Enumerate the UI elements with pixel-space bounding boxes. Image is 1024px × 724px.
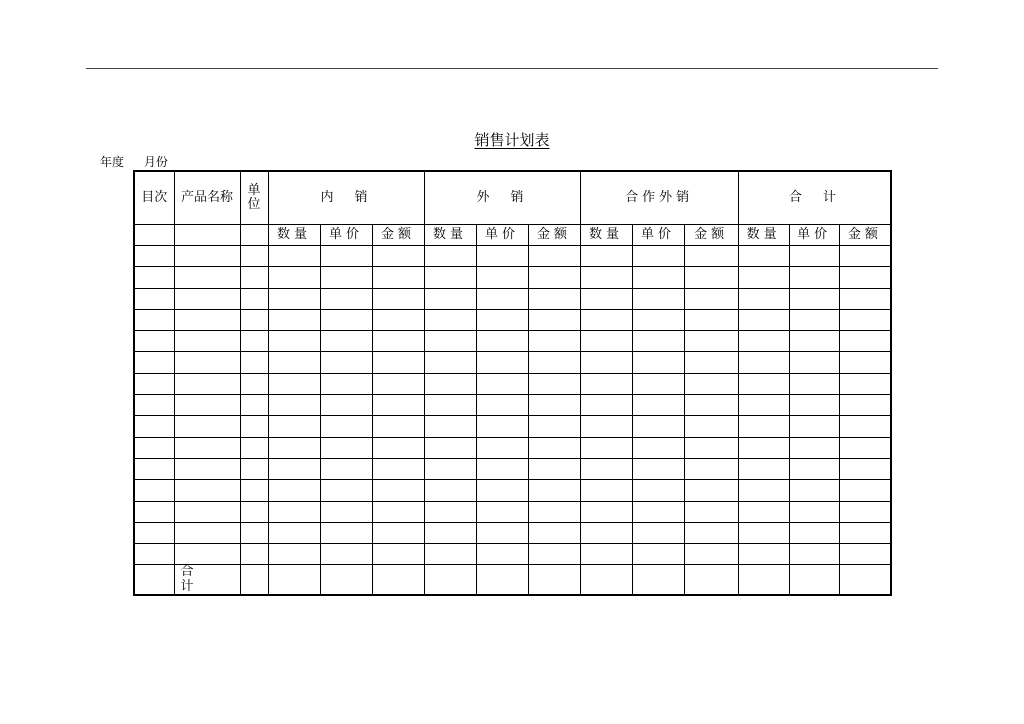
table-cell[interactable] [268,437,320,458]
table-cell[interactable] [738,246,789,267]
table-cell[interactable] [839,246,891,267]
sub-header-cell: 数量 [268,225,320,246]
table-cell[interactable] [476,246,528,267]
table-cell[interactable] [424,480,476,501]
table-cell[interactable] [738,309,789,330]
table-cell[interactable] [320,437,372,458]
total-cell[interactable] [268,565,320,595]
table-cell[interactable] [684,458,738,479]
table-cell[interactable] [528,246,580,267]
table-cell[interactable] [240,544,268,565]
table-row [134,395,891,416]
header-unit-bottom: 位 [247,197,261,212]
table-cell[interactable] [476,437,528,458]
table-cell[interactable] [528,331,580,352]
table-cell[interactable] [476,309,528,330]
table-cell[interactable] [174,331,240,352]
table-cell[interactable] [528,309,580,330]
table-cell[interactable] [320,246,372,267]
table-cell[interactable] [580,352,632,373]
table-cell[interactable] [839,480,891,501]
table-cell[interactable] [476,395,528,416]
table-cell[interactable] [839,331,891,352]
table-cell[interactable] [528,458,580,479]
year-label: 年度 [100,155,125,169]
header-group-total: 合 计 [738,171,891,225]
sub-header-cell: 金额 [372,225,424,246]
table-cell[interactable] [580,373,632,394]
table-cell[interactable] [789,352,839,373]
table-cell[interactable] [174,246,240,267]
top-rule [86,68,938,69]
period-labels [100,153,168,170]
table-cell[interactable] [738,458,789,479]
table-cell[interactable] [134,288,174,309]
table-cell[interactable] [268,331,320,352]
table-cell[interactable] [174,352,240,373]
table-cell[interactable] [372,331,424,352]
table-cell[interactable] [476,544,528,565]
table-cell[interactable] [632,331,684,352]
header-group-coop-export: 合作外销 [580,171,738,225]
table-cell[interactable] [372,309,424,330]
sub-header-cell: 单价 [632,225,684,246]
table-cell[interactable] [424,246,476,267]
table-cell[interactable] [738,522,789,543]
table-cell[interactable] [240,458,268,479]
table-cell[interactable] [580,480,632,501]
table-cell[interactable] [134,522,174,543]
table-cell[interactable] [268,501,320,522]
header-row-main [134,171,891,225]
table-cell[interactable] [320,501,372,522]
table-cell[interactable] [684,352,738,373]
table-cell[interactable] [372,501,424,522]
table-cell[interactable] [268,480,320,501]
total-cell[interactable] [424,565,476,595]
total-cell[interactable] [240,565,268,595]
table-cell[interactable] [738,544,789,565]
table-cell[interactable] [134,267,174,288]
table-cell[interactable] [528,373,580,394]
page-title [0,129,1024,150]
table-cell[interactable] [839,395,891,416]
table-cell[interactable] [839,522,891,543]
table-cell[interactable] [580,267,632,288]
table-cell[interactable] [134,416,174,437]
table-cell[interactable] [476,480,528,501]
table-row [134,309,891,330]
table-cell[interactable] [476,331,528,352]
table-cell[interactable] [632,246,684,267]
table-cell[interactable] [268,522,320,543]
table-cell[interactable] [320,522,372,543]
table-cell[interactable] [320,309,372,330]
table-cell[interactable] [268,246,320,267]
table-cell[interactable] [580,416,632,437]
table-cell[interactable] [174,309,240,330]
table-cell[interactable] [240,395,268,416]
table-cell[interactable] [580,501,632,522]
table-row [134,373,891,394]
table-cell[interactable] [134,246,174,267]
table-cell[interactable] [789,373,839,394]
table-cell[interactable] [174,501,240,522]
table-cell[interactable] [320,395,372,416]
table-cell[interactable] [839,458,891,479]
table-cell[interactable] [424,416,476,437]
header-blank-cell [240,225,268,246]
header-group-export: 外 销 [424,171,580,225]
table-cell[interactable] [134,458,174,479]
table-cell[interactable] [528,395,580,416]
header-unit [240,171,268,225]
table-cell[interactable] [320,267,372,288]
table-cell[interactable] [684,309,738,330]
sub-header-cell: 金额 [528,225,580,246]
table-cell[interactable] [240,246,268,267]
table-cell[interactable] [738,501,789,522]
table-cell[interactable] [174,373,240,394]
table-cell[interactable] [839,437,891,458]
table-row [134,416,891,437]
month-label: 月份 [143,155,168,169]
table-cell[interactable] [632,501,684,522]
table-cell[interactable] [268,373,320,394]
sub-header-cell: 数量 [738,225,789,246]
table-cell[interactable] [134,480,174,501]
table-cell[interactable] [240,331,268,352]
table-cell[interactable] [580,288,632,309]
table-row [134,352,891,373]
table-cell[interactable] [240,437,268,458]
table-cell[interactable] [424,331,476,352]
table-cell[interactable] [789,458,839,479]
table-cell[interactable] [528,352,580,373]
table-cell[interactable] [684,288,738,309]
table-cell[interactable] [320,416,372,437]
table-row [134,246,891,267]
total-cell[interactable] [134,565,174,595]
table-cell[interactable] [580,395,632,416]
total-cell[interactable] [528,565,580,595]
table-cell[interactable] [268,544,320,565]
table-cell[interactable] [738,416,789,437]
table-cell[interactable] [528,544,580,565]
table-cell[interactable] [839,288,891,309]
table-cell[interactable] [839,544,891,565]
table-cell[interactable] [632,373,684,394]
table-cell[interactable] [476,267,528,288]
table-cell[interactable] [268,309,320,330]
table-row [134,501,891,522]
total-cell[interactable] [580,565,632,595]
table-cell[interactable] [134,501,174,522]
table-cell[interactable] [372,267,424,288]
table-cell[interactable] [684,373,738,394]
table-cell[interactable] [424,373,476,394]
table-cell[interactable] [528,267,580,288]
table-cell[interactable] [476,416,528,437]
header-blank-cell [134,225,174,246]
table-cell[interactable] [632,437,684,458]
title-text: 销售计划表 [474,131,550,149]
total-cell[interactable] [372,565,424,595]
table-cell[interactable] [632,522,684,543]
header-group-domestic: 内 销 [268,171,424,225]
table-cell[interactable] [320,373,372,394]
table-cell[interactable] [789,480,839,501]
table-row [134,458,891,479]
table-cell[interactable] [174,395,240,416]
table-cell[interactable] [789,544,839,565]
sub-header-cell: 数量 [424,225,476,246]
table-cell[interactable] [240,522,268,543]
table-cell[interactable] [424,288,476,309]
table-cell[interactable] [174,288,240,309]
sub-header-cell: 单价 [789,225,839,246]
table-cell[interactable] [684,544,738,565]
table-cell[interactable] [134,309,174,330]
table-cell[interactable] [528,501,580,522]
total-cell[interactable] [789,565,839,595]
table-cell[interactable] [632,395,684,416]
header-unit-top: 单 [247,182,261,198]
table-cell[interactable] [528,522,580,543]
table-cell[interactable] [268,288,320,309]
total-cell[interactable] [839,565,891,595]
table-cell[interactable] [738,373,789,394]
table-cell[interactable] [268,395,320,416]
table-cell[interactable] [789,522,839,543]
table-cell[interactable] [684,246,738,267]
table-row [134,267,891,288]
table-cell[interactable] [632,352,684,373]
total-cell[interactable] [476,565,528,595]
table-cell[interactable] [528,416,580,437]
table-cell[interactable] [789,437,839,458]
table-cell[interactable] [372,480,424,501]
table-cell[interactable] [632,267,684,288]
table-cell[interactable] [268,416,320,437]
table-cell[interactable] [372,246,424,267]
table-cell[interactable] [240,373,268,394]
table-cell[interactable] [789,246,839,267]
sub-header-cell: 单价 [320,225,372,246]
table-cell[interactable] [528,437,580,458]
table-row [134,480,891,501]
table-cell[interactable] [174,416,240,437]
total-label: 合 计 [174,565,240,595]
table-cell[interactable] [632,309,684,330]
table-cell[interactable] [320,458,372,479]
table-cell[interactable] [789,395,839,416]
sub-header-cell: 金额 [684,225,738,246]
table-cell[interactable] [424,352,476,373]
table-cell[interactable] [372,437,424,458]
header-blank-cell [174,225,240,246]
table-cell[interactable] [528,480,580,501]
table-cell[interactable] [134,331,174,352]
table-cell[interactable] [632,458,684,479]
table-cell[interactable] [632,288,684,309]
table-cell[interactable] [839,309,891,330]
table-cell[interactable] [839,416,891,437]
table-cell[interactable] [839,352,891,373]
table-cell[interactable] [684,395,738,416]
table-cell[interactable] [632,480,684,501]
table-cell[interactable] [684,522,738,543]
table-cell[interactable] [789,288,839,309]
header-row-sub [134,225,891,246]
total-cell[interactable] [684,565,738,595]
table-cell[interactable] [839,267,891,288]
table-cell[interactable] [632,416,684,437]
table-cell[interactable] [372,416,424,437]
table-cell[interactable] [738,352,789,373]
table-cell[interactable] [134,544,174,565]
table-cell[interactable] [320,480,372,501]
table-cell[interactable] [738,395,789,416]
sub-header-cell: 数量 [580,225,632,246]
table-cell[interactable] [424,437,476,458]
table-cell[interactable] [476,501,528,522]
table-cell[interactable] [240,501,268,522]
table-cell[interactable] [839,373,891,394]
sales-plan-table [133,170,892,596]
total-cell[interactable] [738,565,789,595]
table-cell[interactable] [580,544,632,565]
total-cell[interactable] [320,565,372,595]
header-product: 产品名称 [174,171,240,225]
header-day: 目次 [134,171,174,225]
table-cell[interactable] [268,352,320,373]
table-cell[interactable] [476,288,528,309]
table-cell[interactable] [174,458,240,479]
table-cell[interactable] [476,522,528,543]
table-cell[interactable] [738,288,789,309]
table-cell[interactable] [268,458,320,479]
table-row [134,544,891,565]
table-cell[interactable] [476,458,528,479]
table-cell[interactable] [372,522,424,543]
table-cell[interactable] [372,352,424,373]
total-row [134,565,891,595]
table-cell[interactable] [424,522,476,543]
table-cell[interactable] [174,480,240,501]
table-cell[interactable] [789,267,839,288]
table-cell[interactable] [684,331,738,352]
table-cell[interactable] [240,288,268,309]
table-cell[interactable] [424,309,476,330]
table-cell[interactable] [839,501,891,522]
table-cell[interactable] [424,544,476,565]
table-cell[interactable] [372,395,424,416]
table-cell[interactable] [240,416,268,437]
table-cell[interactable] [424,395,476,416]
table-cell[interactable] [684,501,738,522]
table-cell[interactable] [738,267,789,288]
table-cell[interactable] [580,522,632,543]
table-row [134,522,891,543]
table-cell[interactable] [174,267,240,288]
table-cell[interactable] [372,288,424,309]
table-cell[interactable] [580,458,632,479]
table-cell[interactable] [738,480,789,501]
table-cell[interactable] [789,309,839,330]
table-cell[interactable] [476,373,528,394]
table-cell[interactable] [789,416,839,437]
table-cell[interactable] [134,437,174,458]
table-row [134,288,891,309]
table-cell[interactable] [372,458,424,479]
sub-header-cell: 单价 [476,225,528,246]
total-cell[interactable] [632,565,684,595]
table-cell[interactable] [476,352,528,373]
table-cell[interactable] [174,544,240,565]
table-cell[interactable] [134,395,174,416]
table-cell[interactable] [789,331,839,352]
table-cell[interactable] [580,246,632,267]
table-cell[interactable] [424,501,476,522]
table-cell[interactable] [240,480,268,501]
table-cell[interactable] [134,352,174,373]
table-cell[interactable] [632,544,684,565]
table-cell[interactable] [372,544,424,565]
table-cell[interactable] [684,267,738,288]
table-row [134,437,891,458]
table-cell[interactable] [134,373,174,394]
table-cell[interactable] [789,501,839,522]
table-cell[interactable] [580,309,632,330]
table-cell[interactable] [268,267,320,288]
table-cell[interactable] [580,331,632,352]
table-cell[interactable] [738,437,789,458]
table-cell[interactable] [684,480,738,501]
table-cell[interactable] [240,352,268,373]
table-cell[interactable] [174,437,240,458]
table-cell[interactable] [580,437,632,458]
table-cell[interactable] [240,267,268,288]
table-cell[interactable] [738,331,789,352]
table-cell[interactable] [320,331,372,352]
table-cell[interactable] [684,437,738,458]
table-cell[interactable] [320,544,372,565]
table-cell[interactable] [240,309,268,330]
table-cell[interactable] [424,458,476,479]
sub-header-cell: 金额 [839,225,891,246]
table-row [134,331,891,352]
table-cell[interactable] [424,267,476,288]
table-cell[interactable] [528,288,580,309]
table-cell[interactable] [320,352,372,373]
table-cell[interactable] [320,288,372,309]
table-cell[interactable] [174,522,240,543]
table-cell[interactable] [372,373,424,394]
table-cell[interactable] [684,416,738,437]
